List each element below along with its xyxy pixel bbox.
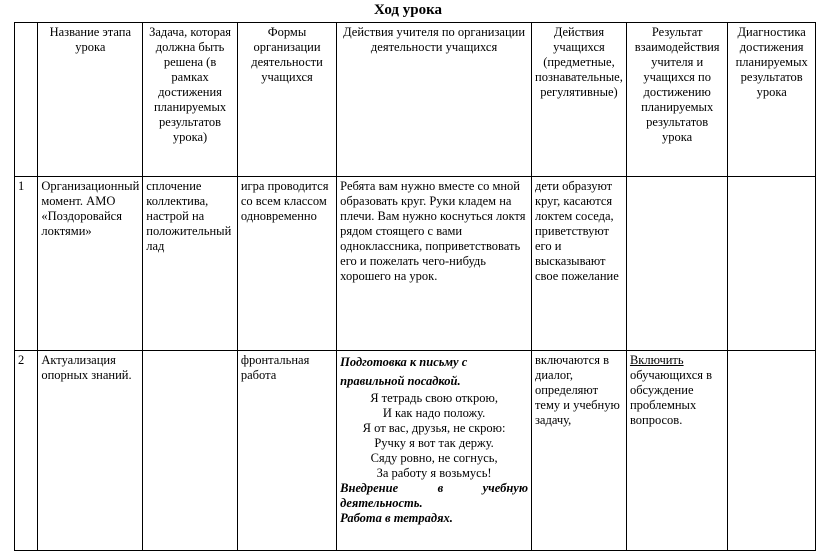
poem-line: Ручку я вот так держу. [374,436,494,450]
header-cell-task: Задача, которая должна быть решена (в рамках достижения планируемых результатов урока) [143,23,238,177]
header-cell-diagnostics: Диагностика достижения планируемых результатов урока [728,23,816,177]
result-verb: Включить [629,353,684,367]
row-number: 2 [15,351,38,551]
cell-stage: Организационный момент. АМО «Поздоровайся локтями» [38,177,143,351]
row-number: 1 [15,177,38,351]
cell-students: включаются в диалог, определяют тему и учебную задачу, [531,351,626,551]
teacher-intro: Внедрение в учебную деятельность. [340,481,528,510]
table-row [15,351,816,551]
poem-line: И как надо положу. [382,406,486,420]
cell-stage: Актуализация опорных знаний. [38,351,143,551]
lesson-table [14,22,816,551]
poem-line: Сяду ровно, не согнусь, [370,451,498,465]
header-cell-stage: Название этапа урока [38,23,143,177]
header-cell-teacher: Действия учителя по организации деятельности учащихся [337,23,532,177]
cell-teacher: Ребята вам нужно вместе со мной образовать круг. Руки кладем на плечи. Вам нужно коснуться локтя рядом стоящего с вами одноклассника, поприветствовать его и пожелать чего-нибудь хорошего на урок. [337,177,532,351]
cell-form: фронтальная работа [237,351,336,551]
page-title: Ход урока [373,2,443,18]
cell-task [143,351,238,551]
cell-diagnostics [728,351,816,551]
header-cell-form: Формы организации деятельности учащихся [237,23,336,177]
cell-form: игра проводится со всем классом одновременно [237,177,336,351]
teacher-work: Работа в тетрадях. [340,511,453,525]
header-cell-num [15,23,38,177]
cell-result [626,351,727,551]
header-cell-students: Действия учащихся (предметные, познавательные, регулятивные) [531,23,626,177]
poem-line: Я тетрадь свою открою, [370,391,498,405]
result-text: обучающихся в обсуждение проблемных вопросов. [629,368,713,427]
cell-students: дети образуют круг, касаются локтем соседа, приветствуют его и высказывают свое пожелание [531,177,626,351]
cell-result [626,177,727,351]
header-row [15,23,816,177]
poem-line: За работу я возьмусь! [376,466,492,480]
table-row [15,177,816,351]
cell-diagnostics [728,177,816,351]
cell-teacher [337,351,532,551]
poem-line: Я от вас, друзья, не скрою: [362,421,506,435]
header-cell-result: Результат взаимодействия учителя и учащихся по достижению планируемых результатов урока [626,23,727,177]
cell-task: сплочение коллектива, настрой на положительный лад [143,177,238,351]
teacher-heading: Подготовка к письму с правильной посадкой. [340,355,468,388]
